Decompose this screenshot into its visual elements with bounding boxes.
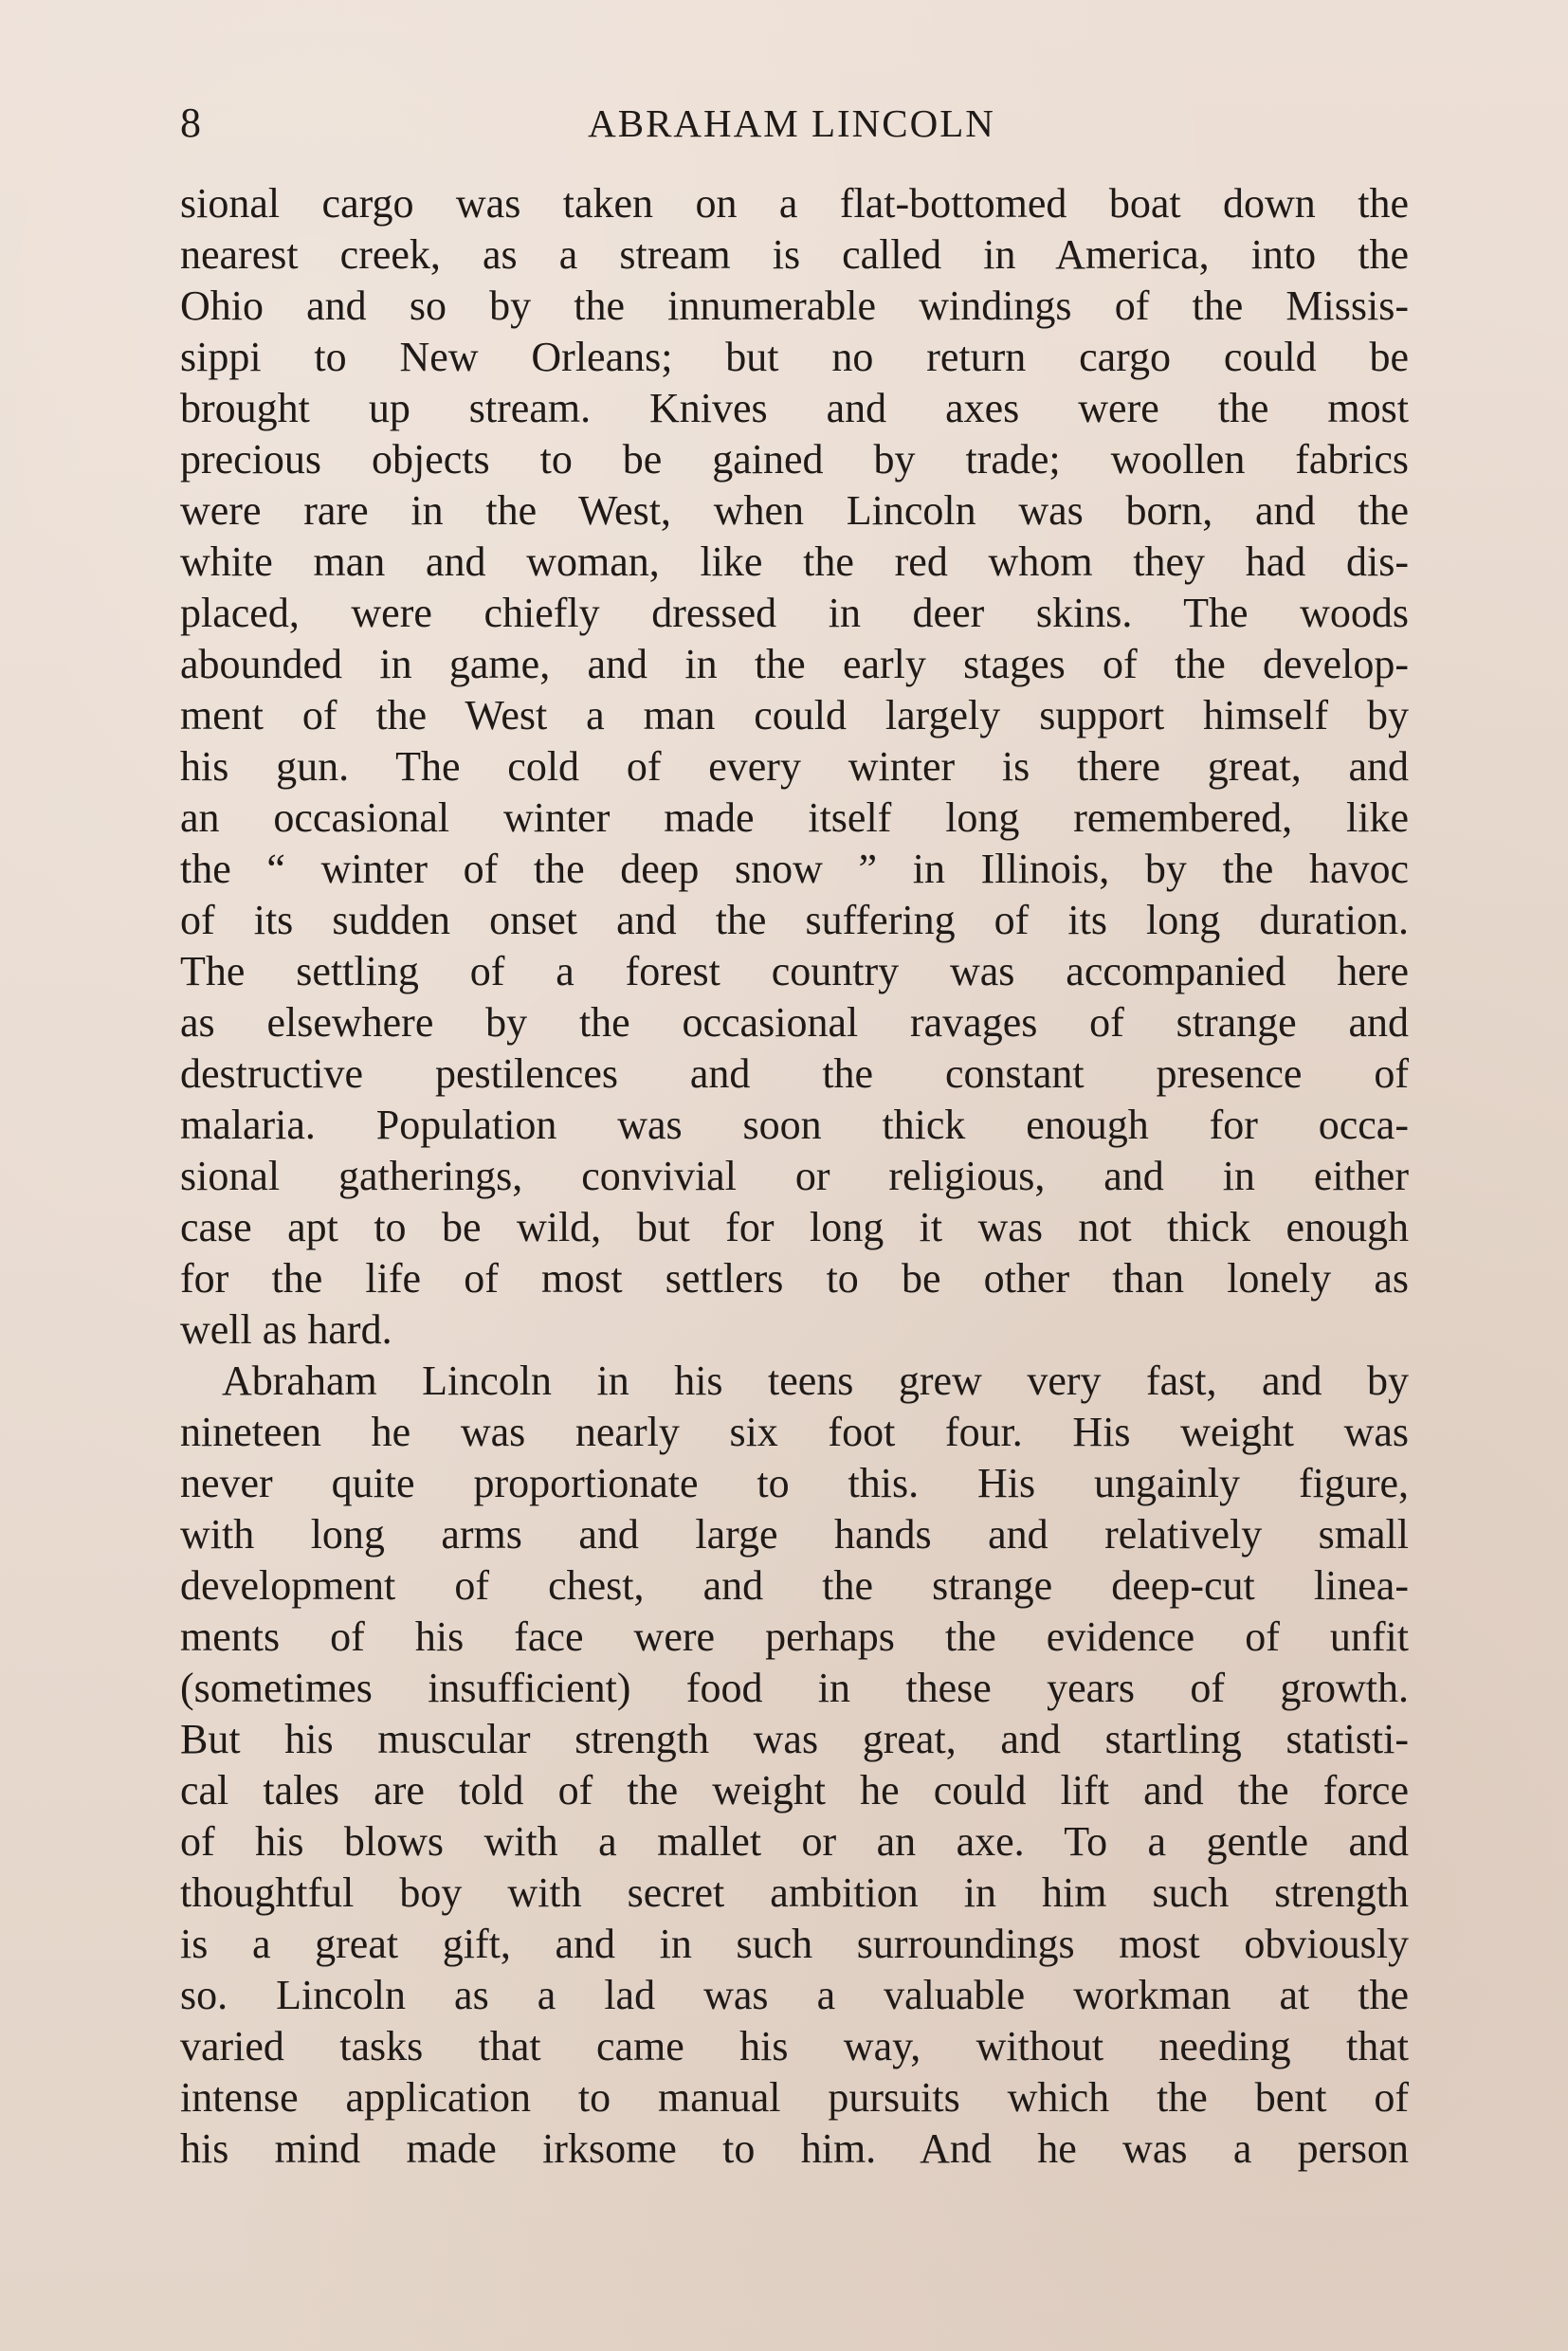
text-line: case apt to be wild, but for long it was not thick enough xyxy=(180,1204,1409,1250)
text-line: abounded in game, and in the early stages of the develop- xyxy=(180,641,1409,687)
text-line: an occasional winter made itself long remembered, like xyxy=(180,794,1409,841)
text-line: ment of the West a man could largely support himself by xyxy=(180,692,1409,738)
text-line: of his blows with a mallet or an axe. To a gentle and xyxy=(180,1818,1409,1865)
text-line: with long arms and large hands and relatively small xyxy=(180,1511,1409,1558)
text-line: of its sudden onset and the suffering of its long duration. xyxy=(180,897,1409,943)
text-line: nineteen he was nearly six foot four. His weight was xyxy=(180,1409,1409,1455)
text-line: for the life of most settlers to be other than lonely as xyxy=(180,1255,1409,1302)
text-line: the “ winter of the deep snow ” in Illinois, by the havoc xyxy=(180,846,1409,892)
text-line: cal tales are told of the weight he could lift and the force xyxy=(180,1767,1409,1813)
paragraph-start-line: Abraham Lincoln in his teens grew very fast, and by xyxy=(222,1358,1409,1404)
text-line: But his muscular strength was great, and startling statisti- xyxy=(180,1716,1409,1762)
text-line: brought up stream. Knives and axes were the most xyxy=(180,385,1409,431)
text-line: so. Lincoln as a lad was a valuable workman at the xyxy=(180,1972,1409,2018)
text-line: varied tasks that came his way, without needing that xyxy=(180,2023,1409,2069)
text-line: white man and woman, like the red whom they had dis- xyxy=(180,538,1409,585)
text-line: his mind made irksome to him. And he was a person xyxy=(180,2125,1409,2172)
text-line: destructive pestilences and the constant presence of xyxy=(180,1050,1409,1097)
paragraph-end-line: well as hard. xyxy=(180,1306,392,1353)
text-line: (sometimes insufficient) food in these years of growth. xyxy=(180,1665,1409,1711)
text-line: ments of his face were perhaps the evidence of unfit xyxy=(180,1613,1409,1660)
text-line: as elsewhere by the occasional ravages of strange and xyxy=(180,999,1409,1046)
text-line: precious objects to be gained by trade; woollen fabrics xyxy=(180,436,1409,483)
text-line: is a great gift, and in such surroundings most obviously xyxy=(180,1921,1409,1967)
text-line: sippi to New Orleans; but no return cargo could be xyxy=(180,334,1409,380)
text-line: thoughtful boy with secret ambition in him such strength xyxy=(180,1869,1409,1916)
running-head: ABRAHAM LINCOLN xyxy=(588,101,995,145)
text-line: The settling of a forest country was accompanied here xyxy=(180,948,1409,994)
text-line: nearest creek, as a stream is called in America, into the xyxy=(180,231,1409,278)
text-line: intense application to manual pursuits which the bent of xyxy=(180,2074,1409,2121)
text-line: his gun. The cold of every winter is there great, and xyxy=(180,743,1409,790)
text-line: were rare in the West, when Lincoln was born, and the xyxy=(180,487,1409,534)
text-line: sional cargo was taken on a flat-bottomed boat down the xyxy=(180,180,1409,227)
page-header xyxy=(180,95,1403,152)
text-line: placed, were chiefly dressed in deer skins. The woods xyxy=(180,590,1409,636)
text-line: sional gatherings, convivial or religious, and in either xyxy=(180,1153,1409,1199)
page-number: 8 xyxy=(180,100,201,146)
text-line: development of chest, and the strange deep-cut linea- xyxy=(180,1562,1409,1609)
text-line: never quite proportionate to this. His ungainly figure, xyxy=(180,1460,1409,1506)
text-line: Ohio and so by the innumerable windings of the Missis- xyxy=(180,282,1409,329)
text-line: malaria. Population was soon thick enough for occa- xyxy=(180,1102,1409,1148)
body-text xyxy=(180,178,1409,2175)
